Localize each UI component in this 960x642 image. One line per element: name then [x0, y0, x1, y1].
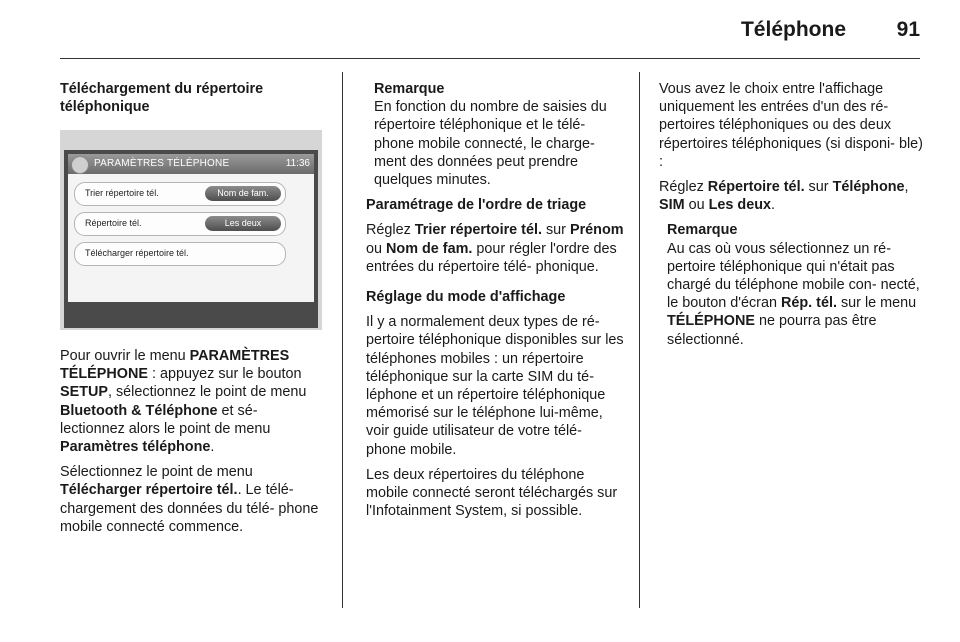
- screen-title: PARAMÈTRES TÉLÉPHONE: [94, 158, 230, 169]
- paragraph: Il y a normalement deux types de ré- pertoire téléphonique disponibles sur les téléphones mobiles : un répertoire téléphonique sur la carte SIM du té- léphone et un répertoire téléphonique mémorisé sur le téléphone lui-même, voir guide utilisateur de votre télé- phone mobile.: [366, 314, 624, 458]
- text: . Le télé- chargement des données du télé- phone mobile connecté commence.: [60, 482, 319, 535]
- text: Réglez: [659, 179, 708, 196]
- text: Au cas où vous sélectionnez un ré- pertoire téléphonique qui n'était pas chargé du téléphone mobile con- necté, le bouton d'écran: [667, 240, 920, 312]
- remark-block: [659, 221, 924, 348]
- section-heading: Réglage du mode d'affichage: [366, 289, 566, 306]
- remark-title: Remarque: [667, 222, 738, 239]
- page-number: 91: [896, 18, 920, 41]
- bold-text: Paramètres téléphone: [60, 439, 211, 456]
- remark-text: En fonction du nombre de saisies du répertoire téléphonique et le télé- phone mobile connecté, le charge- ment des données peut prendre quelques minutes.: [374, 99, 607, 189]
- paragraph: Les deux répertoires du téléphone mobile connecté seront téléchargés sur l'Infotainment System, si possible.: [366, 466, 618, 520]
- bold-text: Prénom: [569, 222, 624, 239]
- text: .: [771, 197, 775, 214]
- bold-text: SETUP: [60, 384, 108, 401]
- text: .: [210, 439, 215, 456]
- text: ou: [366, 240, 387, 257]
- bold-text: TÉLÉPHONE: [667, 313, 755, 330]
- row-label: Répertoire tél.: [85, 218, 142, 228]
- column-1-body: [60, 347, 325, 543]
- remark-block: [366, 80, 624, 189]
- text: Sélectionnez le point de menu: [60, 464, 253, 481]
- text: sur le menu: [836, 295, 917, 312]
- bold-text: Rép. tél.: [780, 295, 837, 312]
- page-header: [0, 0, 960, 60]
- bold-text: PARAMÈTRES TÉLÉPHONE: [60, 348, 290, 383]
- row-value-pill: Nom de fam.: [205, 186, 281, 201]
- bold-text: Bluetooth & Téléphone: [60, 402, 218, 419]
- text: ou: [684, 197, 709, 214]
- menu-row-sort-phonebook: [74, 182, 286, 206]
- paragraph: Vous avez le choix entre l'affichage uniquement les entrées d'un des ré- pertoires téléphoniques ou des deux répertoires téléphoniques (si disponi- ble) :: [659, 81, 923, 170]
- bold-text: SIM: [659, 197, 685, 214]
- text: sur: [804, 179, 833, 196]
- text: sur: [541, 222, 570, 239]
- row-value-pill: Les deux: [205, 216, 281, 231]
- header-divider: [60, 58, 920, 59]
- text: ne pourra pas être sélectionné.: [667, 313, 877, 348]
- page-title: Téléphone: [740, 18, 846, 41]
- text: : appuyez sur le bouton: [147, 366, 302, 383]
- menu-row-download-phonebook: [74, 242, 286, 266]
- screen-titlebar: [68, 154, 314, 174]
- text: et sé- lectionnez alors le point de menu: [60, 402, 271, 437]
- paragraph: [366, 221, 624, 276]
- column-2: [366, 80, 624, 527]
- screenshot-figure: [60, 130, 322, 330]
- text: ,: [904, 179, 909, 196]
- remark-title: Remarque: [374, 81, 445, 97]
- menu-row-phonebook: [74, 212, 286, 236]
- bold-text: Téléphone: [832, 179, 905, 196]
- text: Pour ouvrir le menu: [60, 348, 190, 364]
- paragraph: [60, 347, 325, 456]
- text: pour régler l'ordre des entrées du répertoire télé- phonique.: [366, 240, 617, 275]
- gear-icon: [71, 156, 89, 174]
- bold-text: Répertoire tél.: [707, 179, 805, 196]
- screen-time: 11:36: [285, 158, 310, 169]
- text: Réglez: [366, 222, 415, 239]
- settings-panel: [68, 154, 314, 302]
- section-heading: Paramétrage de l'ordre de triage: [366, 197, 587, 214]
- bold-text: Nom de fam.: [386, 240, 473, 257]
- display-screen: [64, 150, 318, 328]
- bold-text: Télécharger répertoire tél.: [60, 482, 238, 499]
- column-1: [60, 80, 325, 123]
- paragraph: [60, 463, 325, 536]
- column-divider: [342, 72, 343, 608]
- text: , sélectionnez le point de menu: [107, 384, 307, 401]
- row-label: Télécharger répertoire tél.: [85, 248, 189, 258]
- section-heading: Téléchargement du répertoire téléphonique: [60, 81, 264, 116]
- bold-text: Trier répertoire tél.: [414, 222, 542, 239]
- column-3: [659, 80, 924, 356]
- column-divider: [639, 72, 640, 608]
- paragraph: [659, 178, 924, 214]
- bold-text: Les deux: [708, 197, 771, 214]
- row-label: Trier répertoire tél.: [85, 188, 159, 198]
